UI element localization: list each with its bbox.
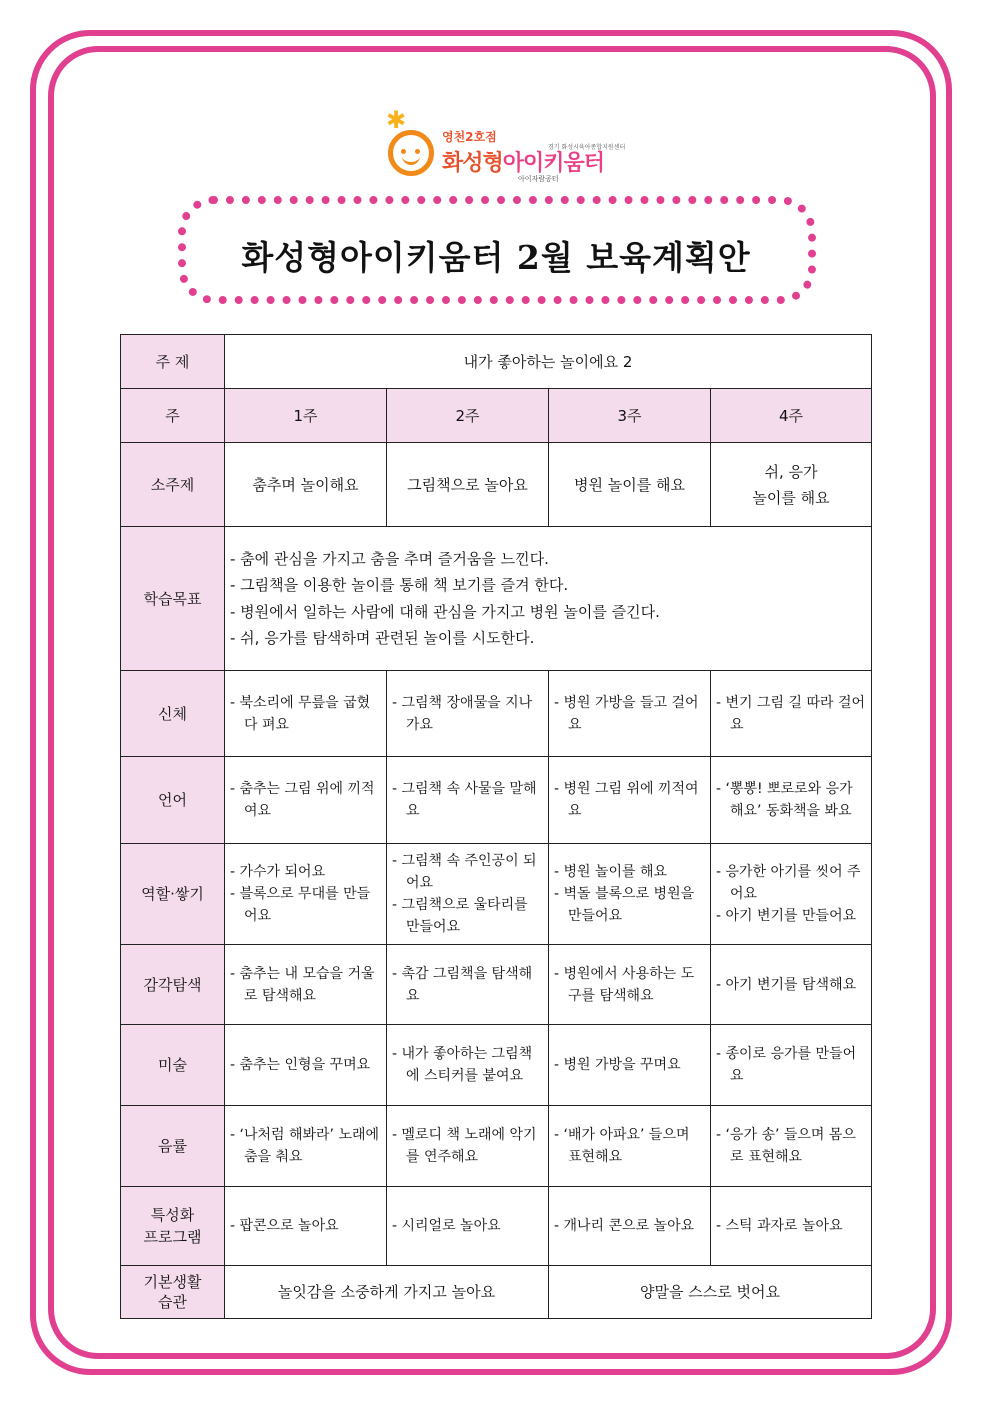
goals-label: 학습목표 — [121, 527, 225, 671]
activity-row-art — [121, 1025, 872, 1106]
star-icon: ✱ — [386, 106, 407, 134]
activity-cell: - 종이로 응가를 만들어요 — [711, 1025, 872, 1106]
activity-row-role-blocks — [121, 844, 872, 945]
activity-label: 언어 — [121, 757, 225, 844]
activity-row-music — [121, 1106, 872, 1187]
activity-cell: - 응가한 아기를 씻어 주어요 - 아기 변기를 만들어요 — [711, 844, 872, 945]
activity-cell: - 병원 놀이를 해요 - 벽돌 블록으로 병원을 만들어요 — [549, 844, 711, 945]
activity-cell: - ‘뽕뽕! 뽀로로와 응가해요’ 동화책을 봐요 — [711, 757, 872, 844]
activity-row-sensory — [121, 945, 872, 1025]
activity-cell: - 병원 가방을 꾸며요 — [549, 1025, 711, 1106]
activity-cell: - 그림책 속 사물을 말해요 — [387, 757, 549, 844]
activity-cell: - ‘배가 아파요’ 들으며 표현해요 — [549, 1106, 711, 1187]
activity-cell: - 춤추는 인형을 꾸며요 — [225, 1025, 387, 1106]
habits-label: 기본생활 습관 — [121, 1266, 225, 1319]
activity-label: 신체 — [121, 671, 225, 757]
activity-cell: - 북소리에 무릎을 굽혔다 펴요 — [225, 671, 387, 757]
goals-list — [225, 527, 872, 671]
activity-cell: - 그림책 속 주인공이 되어요 - 그림책으로 울타리를 만들어요 — [387, 844, 549, 945]
logo-org: 경기 화성시육아종합지원센터 — [548, 144, 626, 151]
activity-cell: - 촉감 그림책을 탐색해요 — [387, 945, 549, 1025]
plan-table — [120, 334, 872, 1319]
logo — [380, 108, 630, 188]
activity-cell: - ‘나처럼 해봐라’ 노래에 춤을 춰요 — [225, 1106, 387, 1187]
week-4: 4주 — [711, 389, 872, 443]
activity-label: 미술 — [121, 1025, 225, 1106]
activity-cell: - 가수가 되어요 - 블록으로 무대를 만들어요 — [225, 844, 387, 945]
activity-label: 역할·쌓기 — [121, 844, 225, 945]
week-row — [121, 389, 872, 443]
activity-row-language — [121, 757, 872, 844]
activity-cell: - 변기 그림 길 따라 걸어요 — [711, 671, 872, 757]
goal-item: - 그림책을 이용한 놀이를 통해 책 보기를 즐겨 한다. — [230, 576, 569, 594]
activity-cell: - 병원 가방을 들고 걸어요 — [549, 671, 711, 757]
subtheme-row — [121, 443, 872, 527]
activity-cell: - 춤추는 그림 위에 끼적여요 — [225, 757, 387, 844]
goal-item: - 춤에 관심을 가지고 춤을 추며 즐거움을 느낀다. — [230, 549, 549, 568]
smiley-face-icon — [388, 130, 434, 176]
subtheme-week-4: 쉬, 응가 놀이를 해요 — [711, 443, 872, 527]
goal-item: - 쉬, 응가를 탐색하며 관련된 놀이를 시도한다. — [230, 629, 535, 647]
goals-row — [121, 527, 872, 671]
activity-label: 특성화 프로그램 — [121, 1187, 225, 1266]
activity-cell: - 내가 좋아하는 그림책에 스티커를 붙여요 — [387, 1025, 549, 1106]
week-2: 2주 — [387, 389, 549, 443]
activity-row-physical — [121, 671, 872, 757]
logo-name: 화성형아이키움터 — [442, 151, 605, 176]
activity-cell: - 병원에서 사용하는 도구를 탐색해요 — [549, 945, 711, 1025]
logo-branch: 영천2호점 — [442, 130, 497, 144]
activity-cell: - 멜로디 책 노래에 악기를 연주해요 — [387, 1106, 549, 1187]
week-label: 주 — [121, 389, 225, 443]
habits-row — [121, 1266, 872, 1319]
activity-cell: - 개나리 콘으로 놀아요 — [549, 1187, 711, 1266]
activity-cell: - ‘응가 송’ 들으며 몸으로 표현해요 — [711, 1106, 872, 1187]
activity-cell: - 팝콘으로 놀아요 — [225, 1187, 387, 1266]
theme-row — [121, 335, 872, 389]
subtheme-label: 소주제 — [121, 443, 225, 527]
activity-row-special-program — [121, 1187, 872, 1266]
subtheme-week-2: 그림책으로 놀아요 — [387, 443, 549, 527]
goal-item: - 병원에서 일하는 사람에 대해 관심을 가지고 병원 놀이를 즐긴다. — [230, 602, 660, 621]
activity-cell: - 시리얼로 놀아요 — [387, 1187, 549, 1266]
theme-label: 주 제 — [121, 335, 225, 389]
page-title: 화성형아이키움터 2월 보육계획안 — [241, 238, 751, 277]
activity-cell: - 병원 그림 위에 끼적여요 — [549, 757, 711, 844]
subtheme-week-3: 병원 놀이를 해요 — [549, 443, 711, 527]
subtheme-week-1: 춤추며 놀이해요 — [225, 443, 387, 527]
week-1: 1주 — [225, 389, 387, 443]
logo-subtext: 아이자람공터 — [518, 175, 559, 183]
activity-label: 감각탐색 — [121, 945, 225, 1025]
activity-label: 음률 — [121, 1106, 225, 1187]
habit-weeks-3-4: 양말을 스스로 벗어요 — [549, 1266, 872, 1319]
habit-weeks-1-2: 놀잇감을 소중하게 가지고 놀아요 — [225, 1266, 549, 1319]
theme-value: 내가 좋아하는 놀이에요 2 — [225, 335, 872, 389]
activity-cell: - 아기 변기를 탐색해요 — [711, 945, 872, 1025]
activity-cell: - 춤추는 내 모습을 거울로 탐색해요 — [225, 945, 387, 1025]
activity-cell: - 그림책 장애물을 지나가요 — [387, 671, 549, 757]
activity-cell: - 스틱 과자로 놀아요 — [711, 1187, 872, 1266]
week-3: 3주 — [549, 389, 711, 443]
